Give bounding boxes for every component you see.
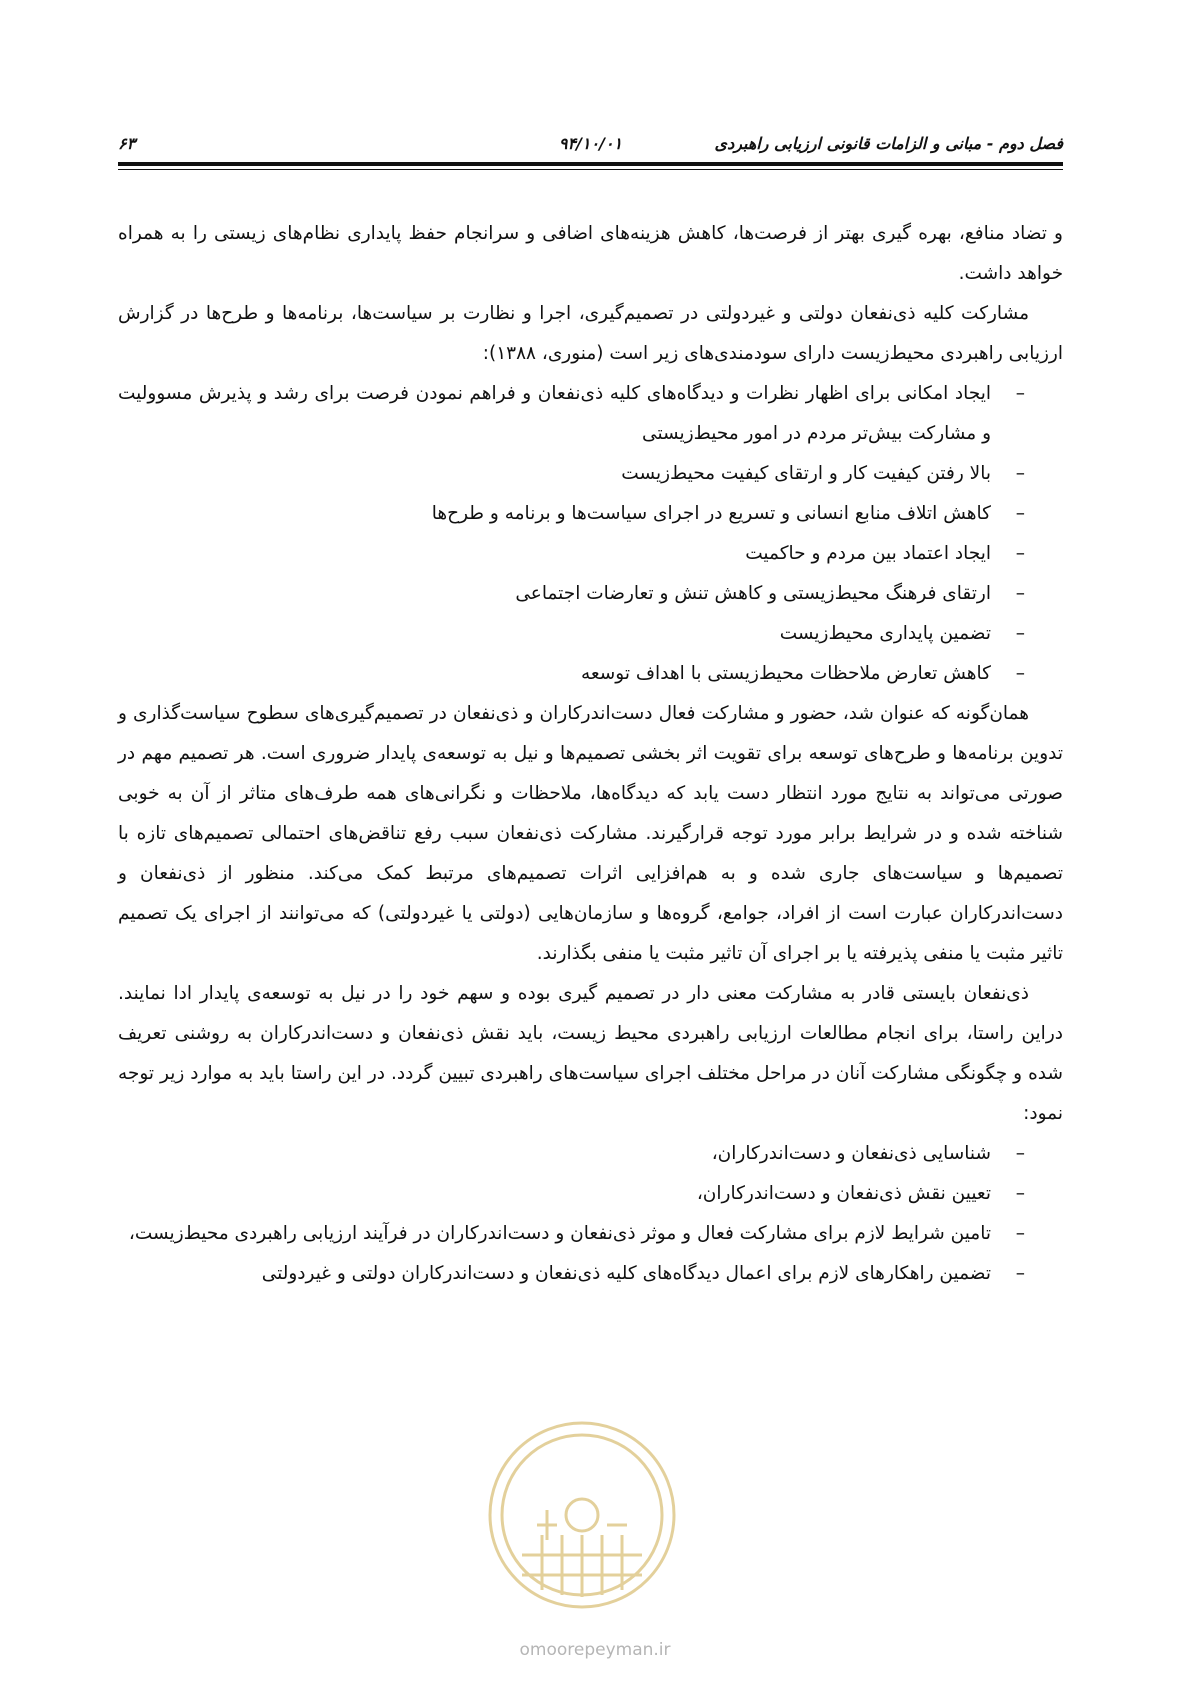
list-item: – بالا رفتن کیفیت کار و ارتقای کیفیت محیط‌زیست <box>118 454 1025 494</box>
list-bullet: – <box>1015 1183 1025 1204</box>
stakeholder-steps-list <box>118 1134 1063 1294</box>
paragraph-3: همان‌گونه که عنوان شد، حضور و مشارکت فعال دست‌اندرکاران و ذی‌نفعان در تصمیم‌گیری‌های سطوح سیاست‌گذاری و تدوین برنامه‌ها و طرح‌های توسعه برای تقویت اثر بخشی تصمیم‌ها و نیل به توسعه‌ی پایدار ضروری است. هر تصمیم مهم در صورتی می‌تواند به نتایج مورد انتظار دست یابد که دیدگاه‌ها، ملاحظات و نگرانی‌های همه طرف‌های متاثر از آن به خوبی شناخته شده و در شرایط برابر مورد توجه قرارگیرند. مشارکت ذی‌نفعان سبب رفع تناقض‌های احتمالی تصمیم‌های تازه با تصمیم‌ها و سیاست‌های جاری شده و به هم‌افزایی اثرات تصمیم‌های مرتبط کمک می‌کند. منظور از ذی‌نفعان و دست‌اندرکاران عبارت است از افراد، جوامع، گروه‌ها و سازمان‌هایی (دولتی یا غیردولتی) که می‌توانند از اجرای یک تصمیم تاثیر مثبت یا منفی پذیرفته یا بر اجرای آن تاثیر مثبت یا منفی بگذارند. <box>118 703 1063 964</box>
list-item: – شناسایی ذی‌نفعان و دست‌اندرکاران، <box>118 1134 1025 1174</box>
paragraph-1: و تضاد منافع، بهره گیری بهتر از فرصت‌ها، کاهش هزینه‌های اضافی و سرانجام حفظ پایداری نظام‌های زیستی را به همراه خواهد داشت. <box>118 223 1063 284</box>
watermark-site-url: omoorepeyman.ir <box>519 1640 671 1660</box>
list-bullet: – <box>1015 663 1025 684</box>
paragraph-4: ذی‌نفعان بایستی قادر به مشارکت معنی دار در تصمیم گیری بوده و سهم خود را در نیل به توسعه‌ی پایدار ادا نمایند. دراین راستا، برای انجام مطالعات ارزیابی راهبردی محیط زیست، باید نقش ذی‌نفعان و دست‌اندرکاران به روشنی تعریف شده و چگونگی مشارکت آنان در مراحل مختلف اجرای سیاست‌های راهبردی تبیین گردد. در این راستا باید به موارد زیر توجه نمود: <box>118 983 1063 1124</box>
list-item: – تضمین راهکارهای لازم برای اعمال دیدگاه‌های کلیه ذی‌نفعان و دست‌اندرکاران دولتی و غیردولتی <box>118 1254 1025 1294</box>
list-bullet: – <box>1015 503 1025 524</box>
list-item: – کاهش اتلاف منابع انسانی و تسریع در اجرای سیاست‌ها و برنامه و طرح‌ها <box>118 494 1025 534</box>
chapter-title: فصل دوم - مبانی و الزامات قانونی ارزیابی راهبردی <box>714 133 1063 153</box>
header-rule-thick <box>118 162 1063 166</box>
page-content <box>118 214 1063 1294</box>
list-item: – ارتقای فرهنگ محیط‌زیستی و کاهش تنش و تعارضات اجتماعی <box>118 574 1025 614</box>
list-item: – کاهش تعارض ملاحظات محیط‌زیستی با اهداف توسعه <box>118 654 1025 694</box>
list-bullet: – <box>1015 1223 1025 1244</box>
list-bullet: – <box>1015 623 1025 644</box>
page-header <box>118 128 1063 158</box>
list-item: – تعیین نقش ذی‌نفعان و دست‌اندرکاران، <box>118 1174 1025 1214</box>
list-bullet: – <box>1015 1263 1025 1284</box>
header-date: ۹۴/۱۰/۰۱ <box>558 133 623 153</box>
page-number: ۶۳ <box>118 133 136 153</box>
list-item: – ایجاد امکانی برای اظهار نظرات و دیدگاه‌های کلیه ذی‌نفعان و فراهم نمودن فرصت برای رشد و پذیرش مسوولیت و مشارکت بیش‌تر مردم در امور محیط‌زیستی <box>118 374 1025 454</box>
benefits-list <box>118 374 1063 694</box>
list-bullet: – <box>1015 543 1025 564</box>
list-bullet: – <box>1015 1143 1025 1164</box>
header-rule-thin <box>118 169 1063 170</box>
list-item: – تامین شرایط لازم برای مشارکت فعال و موثر ذی‌نفعان و دست‌اندرکاران در فرآیند ارزیابی راهبردی محیط‌زیست، <box>118 1214 1025 1254</box>
list-item: – ایجاد اعتماد بین مردم و حاکمیت <box>118 534 1025 574</box>
list-bullet: – <box>1015 583 1025 604</box>
list-item: – تضمین پایداری محیط‌زیست <box>118 614 1025 654</box>
watermark-logo <box>482 1405 682 1625</box>
list-bullet: – <box>1015 383 1025 404</box>
paragraph-2: مشارکت کلیه ذی‌نفعان دولتی و غیردولتی در تصمیم‌گیری، اجرا و نظارت بر سیاست‌ها، برنامه‌ها و طرح‌ها در گزارش ارزیابی راهبردی محیط‌زیست دارای سودمندی‌های زیر است (منوری، ۱۳۸۸): <box>118 303 1063 364</box>
list-bullet: – <box>1015 463 1025 484</box>
